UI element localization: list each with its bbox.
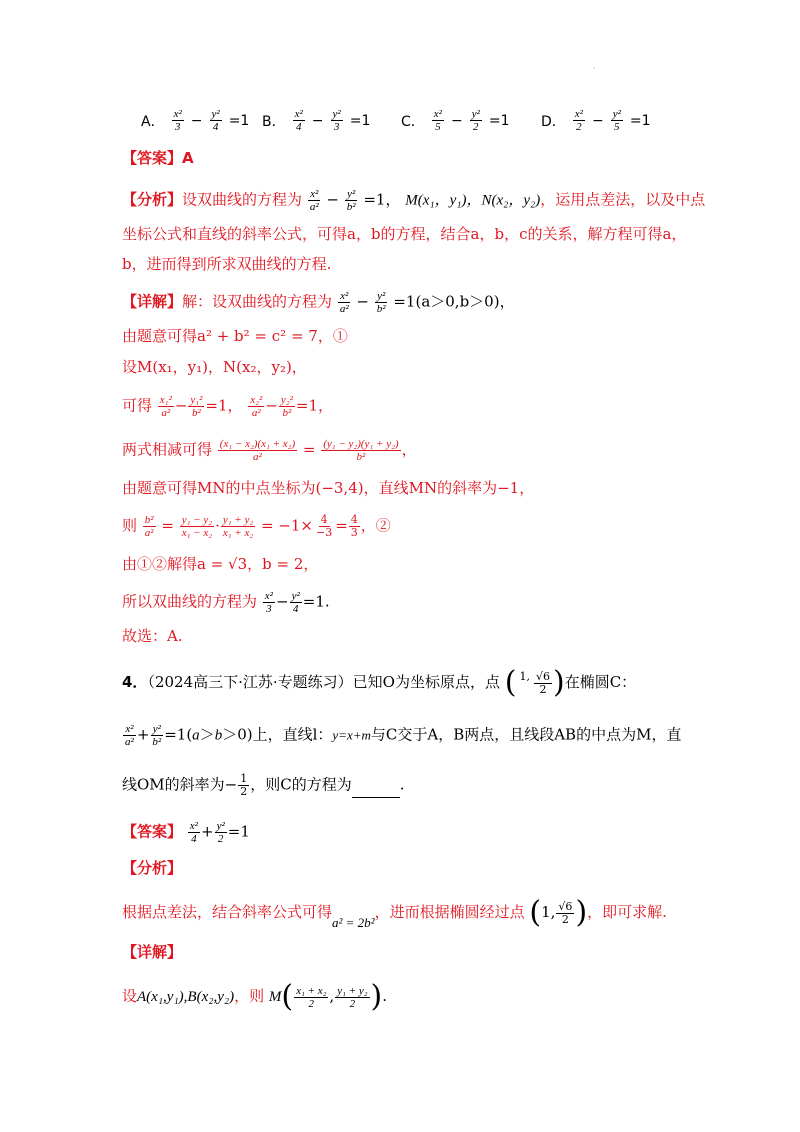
answer-blank xyxy=(352,783,400,798)
option-b: B． $\frac{\text{x²}}{4}$ − $\frac{\text{y²}}{3}$ =1 xyxy=(262,108,371,133)
q3-detail-line-7: 则 $\frac{\text{b²}}{\text{a²}}$ = $\frac{\text{y₁ − y₂}}{\text{x₁ − x₂}}$ · $\frac{\text{y₁ + y₂}}{\text{x₁ + x₂}}$ = −1× $\frac{4}{-3}$ = $\frac{4}{3}$ ，② xyxy=(122,513,391,539)
option-c: C． $\frac{\text{x²}}{5}$ − $\frac{\text{y²}}{2}$ =1 xyxy=(401,108,510,133)
q4-analysis: 根据点差法，结合斜率公式可得a² = 2b²，进而根据椭圆经过点 (1, $\frac{√6}{2}$ )，即可求解. xyxy=(122,895,667,930)
q4-stem-line-2: $\frac{\text{x²}}{\text{a²}}$ + $\frac{\text{y²}}{\text{b²}}$ =1(a＞b＞0)上，直线l：y=x+m与C交于A，B两点，且线段AB的中点为M，直 xyxy=(125,723,682,748)
q3-analysis-line-3: b，进而得到所求双曲线的方程. xyxy=(122,255,332,273)
q3-detail-line-1: 【详解】解：设双曲线的方程为 $\frac{\text{x²}}{\text{a²}}$ − $\frac{\text{y²}}{\text{b²}}$ =1(a＞0,b＞0)， xyxy=(122,290,515,315)
q3-analysis-line-2: 坐标公式和直线的斜率公式，可得a，b的方程，结合a，b，c的关系，解方程可得a， xyxy=(122,225,687,243)
q3-analysis-line-1: 【分析】设双曲线的方程为 $\frac{\text{x²}}{\text{a²}}$ − $\frac{\text{y²}}{\text{b²}}$ =1， M(x₁，y₁)，N(x₂，y₂)，运用点差法，以及中点 xyxy=(122,188,706,213)
q3-detail-line-10: 故选：A. xyxy=(122,627,183,645)
q3-detail-line-5: 两式相减可得 $\frac{\text{(x₁ − x₂)(x₁ + x₂)}}{\text{a²}}$ = $\frac{\text{(y₁ − y₂)(y₁ + y₂)}}{\text{b²}}$ ， xyxy=(122,438,417,463)
q4-stem-line-3: 线OM的斜率为− $\frac{1}{2}$ ，则C的方程为 . xyxy=(122,772,405,798)
option-a: A． $\frac{\text{x²}}{3}$ − $\frac{\text{y²}}{4}$ =1 xyxy=(141,108,250,133)
q3-detail-line-8: 由①②解得a = √3，b = 2， xyxy=(122,555,319,573)
q3-detail-line-6: 由题意可得MN的中点坐标为(−3,4)，直线MN的斜率为−1， xyxy=(122,479,535,497)
header-mark: · xyxy=(593,64,596,73)
q4-answer: 【答案】 $\frac{\text{x²}}{4}$ + $\frac{\text{y²}}{2}$ =1 xyxy=(122,820,250,845)
q3-detail-line-3: 设M(x₁，y₁)，N(x₂，y₂)， xyxy=(122,358,307,376)
q3-detail-line-2: 由题意可得a² + b² = c² = 7，① xyxy=(122,327,348,345)
q3-detail-line-9: 所以双曲线的方程为 $\frac{\text{x²}}{3}$ − $\frac{\text{y²}}{4}$ =1. xyxy=(122,590,330,615)
q4-detail-line-1: 设A(x₁,y₁),B(x₂,y₂)，则 M( $\frac{\text{x₁ + x₂}}{2}$ , $\frac{\text{y₁ + y₂}}{2}$ ). xyxy=(122,979,388,1014)
q3-detail-line-4: 可得 $\frac{\text{x₁²}}{\text{a²}}$ − $\frac{\text{y₁²}}{\text{b²}}$ =1， $\frac{\text{x₂²}}{\text{a²}}$ − $\frac{\text{y₂²}}{\text{b²}}$ =1， xyxy=(122,394,334,419)
q4-stem-line-1: 4．（2024高三下·江苏·专题练习）已知O为坐标原点，点 ( 1, $\frac{√6}{2}$ )在椭圆C： xyxy=(122,665,637,700)
q3-answer: 【答案】A xyxy=(122,149,194,167)
q4-detail-tag: 【详解】 xyxy=(122,943,183,961)
q4-analysis-tag: 【分析】 xyxy=(122,859,183,877)
option-d: D． $\frac{\text{x²}}{2}$ − $\frac{\text{y²}}{5}$ =1 xyxy=(541,108,651,133)
